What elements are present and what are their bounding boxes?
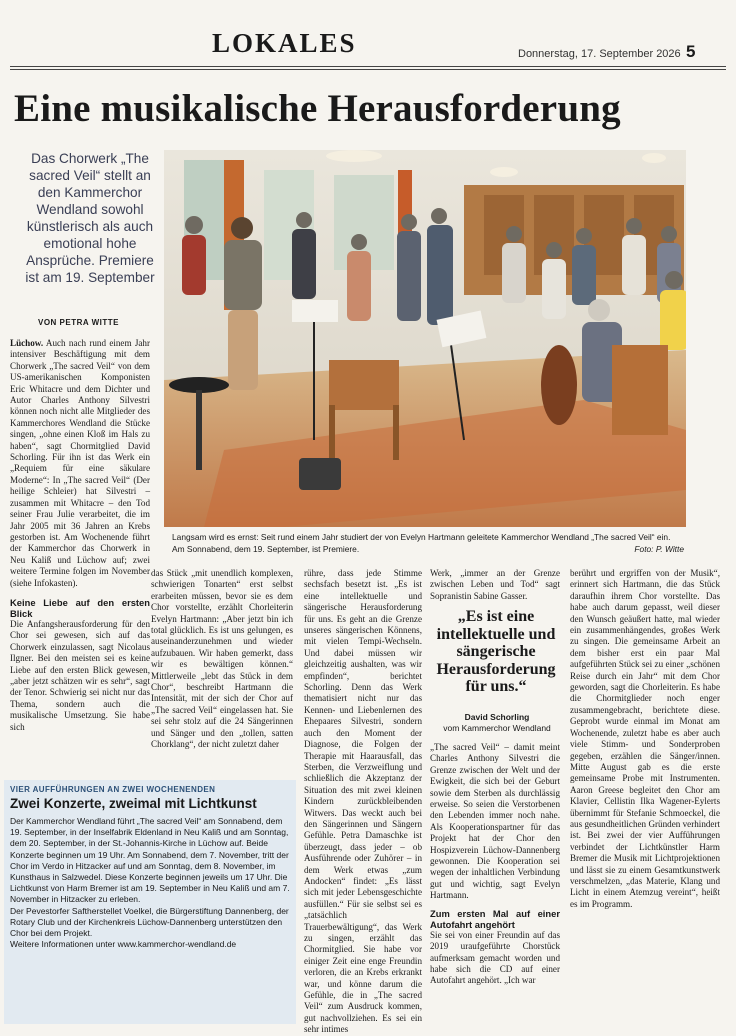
article-column-1	[10, 338, 150, 733]
article-column-2	[151, 568, 293, 751]
info-box-kicker: VIER AUFFÜHRUNGEN AN ZWEI WOCHENENDEN	[10, 785, 216, 794]
website-link[interactable]: Weitere Informationen unter www.kammerchor-wendland.de	[10, 939, 237, 950]
dateline: Lüchow.	[10, 338, 44, 348]
paragraph: Werk, „immer an der Grenze zwischen Leben und Tod“ sagt Sopranistin Sabine Gasser.	[430, 568, 560, 601]
paragraph: berührt und ergriffen von der Musik“, erinnert sich Hartmann, die das Stück daraufhin ihrem Chor vorstellte. Das habe auch darum gepasst, weil dieser den Wunsch geäußert hatte, mal wieder ein zusammenhängendes, großes Werk zu singen. Die gemeinsame Arbeit an dem bisher erst ein paar Mal aufgeführten Stück sei zu einer „schönen Reise durch ein Jahr“ mit dem Chor geworden, sagt die Chorleiterin. Es habe die Chormitglieder noch enger zusammengebracht, berichtete diese. Geprobt wurde einmal im Monat am Wochenende, zuletzt habe es aber auch viele Stimm- und Sonderproben gegeben, erzählen die Sänger/innen. Mitte August gab es die erste gemeinsame Probe mit Instrumenten. Aaron Greese begleitet den Chor am Klavier, Cellistin Ilka Wagener-Eylerts übernimmt für Stefanie Schmoeckel, die aus gesundheitlichen Gründen verhindert ist. Bei zwei der vier Aufführungen verbindet der Lichtkünstler Harm Bremer die Musik mit Lichtprojektionen und lässt sie zu einem Gesamtkunstwerk verschmelzen, „das Materie, Klang und Licht in einem Atemzug vereint“, heißt es im Programm.	[570, 568, 720, 909]
article-teaser: Das Chorwerk „The sacred Veil“ stellt an den Kammerchor Wendland sowohl künstlerisch als auch emotional hohe Ansprüche. Premiere ist am 19. September	[25, 151, 155, 285]
pull-quote-role: vom Kammerchor Wendland	[443, 723, 551, 733]
pull-quote-author: David Schorling	[464, 712, 530, 722]
info-box-title: Zwei Konzerte, zweimal mit Lichtkunst	[10, 796, 257, 811]
section-title: LOKALES	[212, 28, 357, 58]
photo-credit: Foto: P. Witte	[634, 543, 684, 554]
byline: VON PETRA WITTE	[38, 318, 119, 327]
paragraph: Sie sei von einer Freundin auf das 2019 uraufgeführte Chorstück aufmerksam gemacht worden und habe sich die CD auf einer Autofahrt angehört. „Ich war	[430, 929, 560, 986]
header-rule-thin	[10, 69, 726, 70]
info-box-text	[10, 816, 294, 950]
article-column-3	[304, 568, 422, 1036]
header-rule	[10, 66, 726, 67]
article-column-5	[570, 568, 720, 910]
article-column-4	[430, 742, 560, 987]
paragraph: „The sacred Veil“ – damit meint Charles Anthony Silvestri die Grenze zwischen der Welt und der Ewigkeit, die sich bei der Geburt sowie dem Sterben als durchlässig erweise. So seien die Verstorbenen den Lebenden immer noch nahe. Als Kooperationspartner für das Projekt hat der Chor den Hospizverein Lüchow-Dannenberg gewonnen. Die Kooperation sei wegen der inhaltlichen Verbindung gut und wichtig, sagt Evelyn Hartmann.	[430, 742, 560, 901]
photo-illustration	[164, 150, 686, 527]
article-headline: Eine musikalische Herausforderung	[14, 87, 621, 130]
subheading: Zum ersten Mal auf einer Autofahrt angehört	[430, 907, 560, 930]
paragraph: das Stück „mit unendlich komplexen, schwierigen Tonarten“ erst selbst erarbeiten müssen, bevor sie es dem Chor vorstellte, erzählt Chorleiterin Evelyn Hartmann: „Aber jetzt bin ich total glücklich. Es ist uns gelungen, es auseinanderzunehmen und wieder aufzubauen. Wir haben gemerkt, dass wir es bewältigen können.“ Mittlerweile „lebt das Stück in dem Chor“, beschreibt Hartmann die Intensität, mit der sich der Chor auf „The sacred Veil“ eingelassen hat. Sie sei sehr stolz auf die 24 Sängerinnen und Sänger und den „tollen, satten Chorklang“, der nicht zuletzt daher	[151, 568, 293, 750]
paragraph: Der Pevestorfer Saftherstellet Voelkel, die Bürgerstiftung Dannenberg, der Rotary Club und der Kirchenkreis Lüchow-Dannenberg unterstützen den Chor bei dem Projekt.	[10, 905, 289, 939]
issue-date: Donnerstag, 17. September 2026	[518, 48, 681, 60]
subheading: Keine Liebe auf den ersten Blick	[10, 596, 150, 619]
article-column-4-top	[430, 568, 560, 602]
photo-caption-text: Langsam wird es ernst: Seit rund einem Jahr studiert der von Evelyn Hartmann geleitete Kammerchor Wendland „The sacred Veil“ ein. Am Sonnabend, dem 19. September, ist Premiere.	[172, 532, 671, 554]
photo-caption	[172, 532, 684, 555]
paragraph: Die Anfangsherausforderung für den Chor sei gewesen, sich auf das Chorwerk einzulassen, sagt Nicolaus Ilgner. Bei den meisten sei es keine Liebe auf den ersten Blick gewesen, „aber jetzt schätzen wir es sehr“, sagt der Tenor. Schwierig sei nicht nur das Thema, sondern auch die musikalische Umsetzung. Sie habe sich	[10, 618, 150, 732]
choir-rehearsal-photo	[164, 150, 686, 527]
page-number: 5	[686, 42, 696, 61]
paragraph: Auch nach rund einem Jahr intensiver Beschäftigung mit dem Chorwerk „The sacred Veil“ von dem US-amerikanischen Komponisten Eric Whitacre und dem Dichter und Autor Charles Anthony Silvestri können noch nicht alle Mitglieder des Kammerchores Wendland die Stücke singen, „ohne einen Kloß im Hals zu haben“, sagt Chormitglied David Schorling. Für ihn ist das Werk ein „Requiem für eine säkulare Moderne“: In „The sacred Veil“ (Der heilige Schleier) hat Silvestri – zusammen mit Whitacre – den Tod seiner Frau Julie verarbeitet, die im Jahr 2005 mit 36 Jahren an Krebs gestorben ist. Am Wochenende führt der Kammerchor das Chorwerk in Neu Kaliß und Lüchow auf; zwei weitere Termine folgen im November (siehe Infokasten).	[10, 338, 150, 588]
paragraph: rühre, dass jede Stimme sechsfach besetzt ist. „Es ist eine intellektuelle und sängerische Herausforderung für uns. Es geht an die Grenze unseres sängerischen Könnens, mit vielen Tempi-Wechseln. Und dabei müssen wir gleichzeitig aushalten, was wir empfinden“, berichtet Schorling. Denn das Werk thematisiert nicht nur das Kennen- und Liebenlernen des Ehepaares Silvestri, sondern auch den Moment der Diagnose, die Folgen der Therapie mit Haarausfall, das Sterben, die Verzweiflung und schließlich die Akzeptanz der Situation des mit zwei kleinen Kindern zurückbleibenden Witwers. Das weckt auch bei den Sängerinnen und Sängern Gefühle. Petra Damaschke ist überzeugt, dass jeder – ob Ausführende oder Zuhörer – in dem Werk etwas „zum Andocken“ findet: „Es lässt sich mit jeder Lebensgeschichte ausfüllen.“ Für sie selbst sei es „tatsächlich Trauerbewältigung“, das Werk zu singen, erzählt das Chormitglied. Sie habe vor einiger Zeit eine enge Freundin verloren, die an Krebs erkrankt war, und könne darum die Gefühle, die in „The sacred Veil“ zum Ausdruck kommen, gut nachvollziehen. Es sei ein sehr intimes	[304, 568, 422, 1035]
paragraph: Der Kammerchor Wendland führt „The sacred Veil“ am Sonnabend, dem 19. September, in der Inselfabrik Eldenland in Neu Kaliß und am Sonntag, dem 20. September, in der St.-Johannis-Kirche in Lüchow auf. Beide Konzerte beginnen um 19 Uhr. Am Sonnabend, dem 7. November, tritt der Chor im Verdo in Hitzacker auf und am Sonntag, dem 8. November, im Kunsthaus in Salzwedel. Diese Konzerte beginnen jeweils um 17 Uhr. Die Lichtkunst von Harm Bremer ist am 19. September in Neu Kaliß und am 7. November in Hitzacker zu erleben.	[10, 816, 290, 905]
pull-quote: „Es ist eine intellektuelle und sängerische Herausforderung für uns.“	[436, 608, 556, 695]
